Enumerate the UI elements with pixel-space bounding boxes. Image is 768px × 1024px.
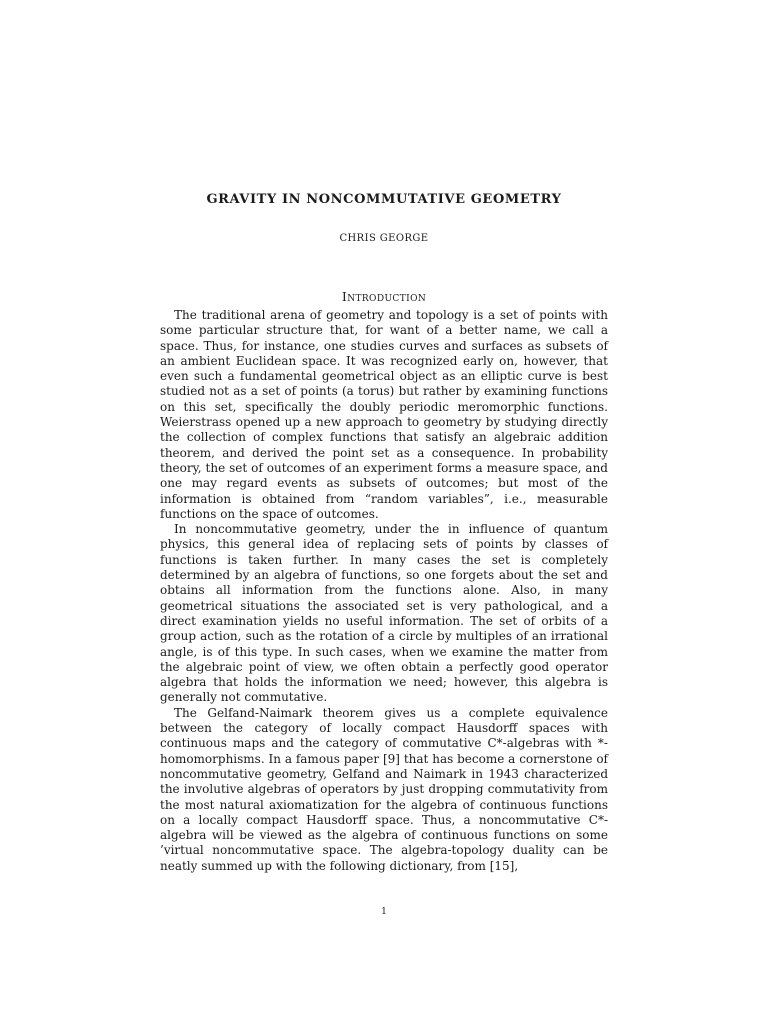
section-heading-introduction: Introduction [341,289,427,304]
paper-title: GRAVITY IN NONCOMMUTATIVE GEOMETRY [206,192,562,207]
paragraph-2: In noncommutative geometry, under the in influence of quantum physics, this general idea of replacing sets of points by classes of functions is taken further. In many cases the set is completely determined by an algebra of functions, so one forgets about the set and obtains all information from the functions alone. Also, in many geometrical situations the associated set is very pathological, and a direct examination yields no useful information. The set of orbits of a group action, such as the rotation of a circle by multiples of an irrational angle, is of this type. In such cases, when we examine the matter from the algebraic point of view, we often obtain a perfectly good operator algebra that holds the information we need; however, this algebra is generally not commutative. [160,522,608,705]
paragraph-1: The traditional arena of geometry and topology is a set of points with some particular structure that, for want of a better name, we call a space. Thus, for instance, one studies curves and surfaces as subsets of an ambient Euclidean space. It was recognized early on, however, that even such a fundamental geometrical object as an elliptic curve is best studied not as a set of points (a torus) but rather by examining functions on this set, specifically the doubly periodic meromorphic functions. Weierstrass opened up a new approach to geometry by studying directly the collection of complex functions that satisfy an algebraic addition theorem, and derived the point set as a consequence. In probability theory, the set of outcomes of an experiment forms a measure space, and one may regard events as subsets of outcomes; but most of the information is obtained from “random variables”, i.e., measurable functions on the space of outcomes. [160,308,608,521]
body-text [160,308,608,874]
author-name: CHRIS GEORGE [339,233,429,244]
paragraph-3: The Gelfand-Naimark theorem gives us a complete equivalence between the category of locally compact Hausdorff spaces with continuous maps and the category of commutative C*-algebras with *-homomorphisms. In a famous paper [9] that has become a cornerstone of noncommutative geometry, Gelfand and Naimark in 1943 characterized the involutive algebras of operators by just dropping commutativity from the most natural axiomatization for the algebra of continuous functions on a locally compact Hausdorff space. Thus, a noncommutative C*-algebra will be viewed as the algebra of continuous functions on some ’virtual noncommutative space. The algebra-topology duality can be neatly summed up with the following dictionary, from [15], [160,705,608,873]
page-number: 1 [381,907,387,917]
